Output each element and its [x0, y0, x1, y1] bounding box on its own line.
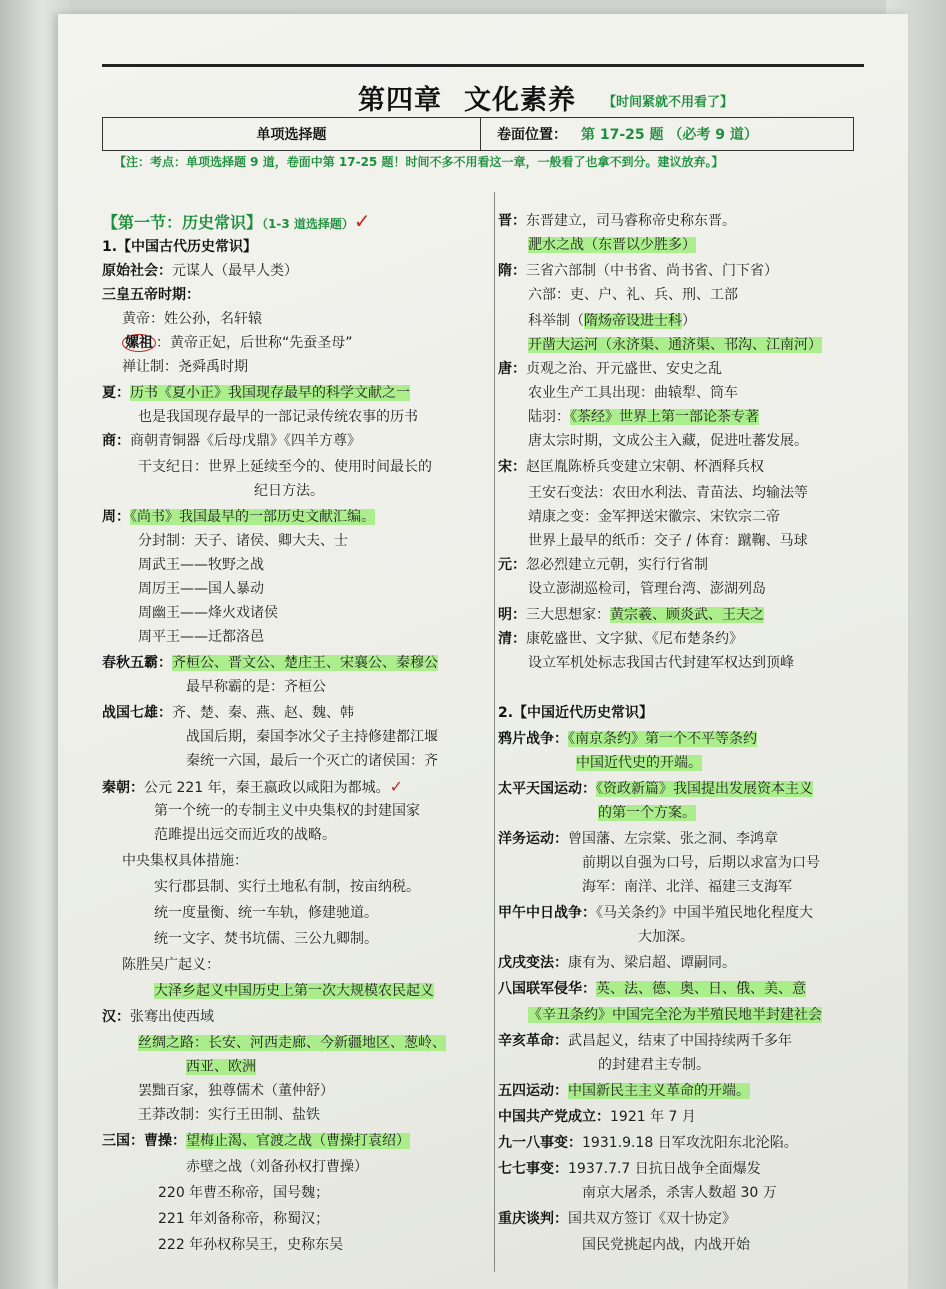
list-item: 靖康之变：金军押送宋徽宗、宋钦宗二帝	[528, 509, 780, 525]
list-item: 原始社会：元谋人（最早人类）	[102, 263, 298, 279]
list-item: 重庆谈判：国共双方签订《双十协定》	[498, 1211, 736, 1227]
list-item: 统一文字、焚书坑儒、三公九卿制。	[154, 931, 378, 947]
list-item: 中国共产党成立：1921 年 7 月	[498, 1109, 696, 1125]
paper-position-label: 卷面位置：	[497, 127, 567, 143]
list-item: 国民党挑起内战，内战开始	[582, 1237, 750, 1253]
list-item: 开凿大运河（永济渠、通济渠、邗沟、江南河）	[528, 337, 822, 353]
list-item: 周武王——牧野之战	[138, 557, 264, 573]
chapter-tag: 【时间紧就不用看了】	[603, 95, 734, 110]
list-item: 大加深。	[638, 929, 694, 945]
list-item: 周厉王——国人暴动	[138, 581, 264, 597]
list-item: 淝水之战（东晋以少胜多）	[528, 237, 696, 253]
list-item: 的第一个方案。	[598, 805, 696, 821]
list-item: 商：商朝青铜器《后母戊鼎》《四羊方尊》	[102, 433, 361, 449]
list-item: 丝绸之路：长安、河西走廊、今新疆地区、葱岭、	[138, 1035, 446, 1051]
list-item: 赤壁之战（刘备孙权打曹操）	[186, 1159, 368, 1175]
list-item: 前期以自强为口号，后期以求富为口号	[582, 855, 820, 871]
list-item: 分封制：天子、诸侯、卿大夫、士	[138, 533, 348, 549]
list-item: 南京大屠杀，杀害人数超 30 万	[582, 1185, 777, 1201]
list-item: 实行郡县制、实行土地私有制，按亩纳税。	[154, 879, 420, 895]
list-item: 也是我国现存最早的一部记录传统农事的历书	[138, 409, 418, 425]
list-item: 春秋五霸：齐桓公、晋文公、楚庄王、宋襄公、秦穆公	[102, 655, 438, 671]
list-item: 戊戌变法：康有为、梁启超、谭嗣同。	[498, 955, 736, 971]
list-item: 周幽王——烽火戏诸侯	[138, 605, 278, 621]
list-item: 鸦片战争：《南京条约》第一个不平等条约	[498, 731, 757, 747]
list-item: 禅让制：尧舜禹时期	[122, 359, 248, 375]
list-item: 罢黜百家，独尊儒术（董仲舒）	[138, 1083, 334, 1099]
list-item: 战国后期，秦国李冰父子主持修建都江堰	[186, 729, 438, 745]
list-item: 三皇五帝时期：	[102, 287, 200, 303]
chapter-name: 文化素养	[464, 85, 576, 116]
list-item: 唐：贞观之治、开元盛世、安史之乱	[498, 361, 722, 377]
list-item: 五四运动：中国新民主主义革命的开端。	[498, 1083, 750, 1099]
list-item: 设立军机处标志我国古代封建军权达到顶峰	[528, 655, 794, 671]
list-item: 黄帝：姓公孙，名轩辕	[122, 311, 262, 327]
paper-position-value: 第 17-25 题 （必考 9 道）	[581, 127, 758, 143]
list-item: 甲午中日战争：《马关条约》中国半殖民地化程度大	[498, 905, 813, 921]
list-item: 六部：吏、户、礼、兵、刑、工部	[528, 287, 738, 303]
check-mark-icon: ✓	[353, 209, 371, 233]
list-item: 辛亥革命：武昌起义，结束了中国持续两千多年	[498, 1033, 792, 1049]
list-item: 科举制（隋炀帝设进士科）	[528, 313, 696, 329]
list-item: 222 年孙权称吴王，史称东吴	[158, 1237, 344, 1253]
list-item: 洋务运动：曾国藩、左宗棠、张之洞、李鸿章	[498, 831, 778, 847]
list-item: 范雎提出远交而近攻的战略。	[154, 827, 336, 843]
list-item: 的封建君主专制。	[598, 1057, 710, 1073]
list-item: 宋：赵匡胤陈桥兵变建立宋朝、杯酒释兵权	[498, 459, 764, 475]
header-box	[102, 117, 854, 151]
list-item: 晋：东晋建立，司马睿称帝史称东晋。	[498, 213, 736, 229]
list-item: 三国：曹操：望梅止渴、官渡之战（曹操打袁绍）	[102, 1133, 410, 1149]
list-item: 第一个统一的专制主义中央集权的封建国家	[154, 803, 420, 819]
list-item: 统一度量衡、统一车轨，修建驰道。	[154, 905, 378, 921]
document-page	[58, 14, 908, 1289]
column-divider	[494, 192, 495, 1272]
list-item: 《辛丑条约》中国完全沦为半殖民地半封建社会	[528, 1007, 822, 1023]
section-subtitle: （1-3 道选择题）	[262, 217, 354, 231]
list-item: 七七事变：1937.7.7 日抗日战争全面爆发	[498, 1161, 761, 1177]
list-item: 王莽改制：实行王田制、盐铁	[138, 1107, 320, 1123]
section-heading	[102, 209, 371, 233]
list-item: 嫘祖 ：黄帝正妃，后世称“先蚕圣母”	[122, 334, 353, 352]
list-item: 西亚、欧洲	[186, 1059, 256, 1075]
list-item: 中国近代史的开端。	[576, 755, 702, 771]
check-mark-icon: ✓	[389, 777, 404, 796]
list-item: 汉：张骞出使西域	[102, 1009, 214, 1025]
paper-position	[481, 118, 853, 150]
list-item: 设立澎湖巡检司，管理台湾、澎湖列岛	[528, 581, 766, 597]
chapter-number: 第四章	[358, 85, 442, 116]
list-item: 太平天国运动：《资政新篇》我国提出发展资本主义	[498, 781, 813, 797]
top-rule	[102, 64, 864, 67]
list-item: 战国七雄：齐、楚、秦、燕、赵、魏、韩	[102, 705, 354, 721]
list-item: 九一八事变：1931.9.18 日军攻沈阳东北沦陷。	[498, 1135, 798, 1151]
list-item: 海军：南洋、北洋、福建三支海军	[582, 879, 792, 895]
list-item: 八国联军侵华：英、法、德、奥、日、俄、美、意	[498, 981, 806, 997]
chapter-title	[358, 78, 576, 117]
list-item: 大泽乡起义中国历史上第一次大规模农民起义	[154, 983, 434, 999]
list-item: 陆羽：《茶经》世界上第一部论茶专著	[528, 409, 759, 425]
subheading-ancient: 1.【中国古代历史常识】	[102, 239, 258, 255]
list-item: 中央集权具体措施：	[122, 853, 248, 869]
list-item: 秦统一六国，最后一个灭亡的诸侯国：齐	[186, 753, 438, 769]
list-item: 220 年曹丕称帝，国号魏；	[158, 1185, 330, 1201]
subheading-modern: 2.【中国近代历史常识】	[498, 705, 654, 721]
list-item: 元：忽必烈建立元朝，实行行省制	[498, 557, 708, 573]
list-item: 夏：历书《夏小正》我国现存最早的科学文献之一	[102, 385, 410, 401]
list-item: 世界上最早的纸币：交子 / 体育：蹴鞠、马球	[528, 533, 808, 549]
list-item: 明：三大思想家：黄宗羲、顾炎武、王夫之	[498, 607, 764, 623]
question-type: 单项选择题	[103, 118, 481, 150]
list-item: 周平王——迁都洛邑	[138, 629, 264, 645]
list-item: 干支纪日：世界上延续至今的、使用时间最长的	[138, 459, 432, 475]
exam-note: 【注：考点：单项选择题 9 道，卷面中第 17-25 题！时间不多不用看这一章，一般看了也拿不到分。建议放弃。】	[114, 155, 724, 169]
list-item: 清：康乾盛世、文字狱、《尼布楚条约》	[498, 631, 743, 647]
list-item: 秦朝：公元 221 年，秦王嬴政以咸阳为都城。✓	[102, 777, 404, 796]
section-title: 【第一节：历史常识】	[102, 213, 263, 232]
list-item: 王安石变法：农田水利法、青苗法、均输法等	[528, 485, 808, 501]
list-item: 陈胜吴广起义：	[122, 957, 220, 973]
list-item: 221 年刘备称帝，称蜀汉；	[158, 1211, 330, 1227]
list-item: 周：《尚书》我国最早的一部历史文献汇编。	[102, 509, 375, 525]
list-item: 唐太宗时期，文成公主入藏，促进吐蕃发展。	[528, 433, 808, 449]
list-item: 农业生产工具出现：曲辕犁、筒车	[528, 385, 738, 401]
list-item: 纪日方法。	[254, 483, 324, 499]
list-item: 最早称霸的是：齐桓公	[186, 679, 326, 695]
list-item: 隋：三省六部制（中书省、尚书省、门下省）	[498, 263, 778, 279]
